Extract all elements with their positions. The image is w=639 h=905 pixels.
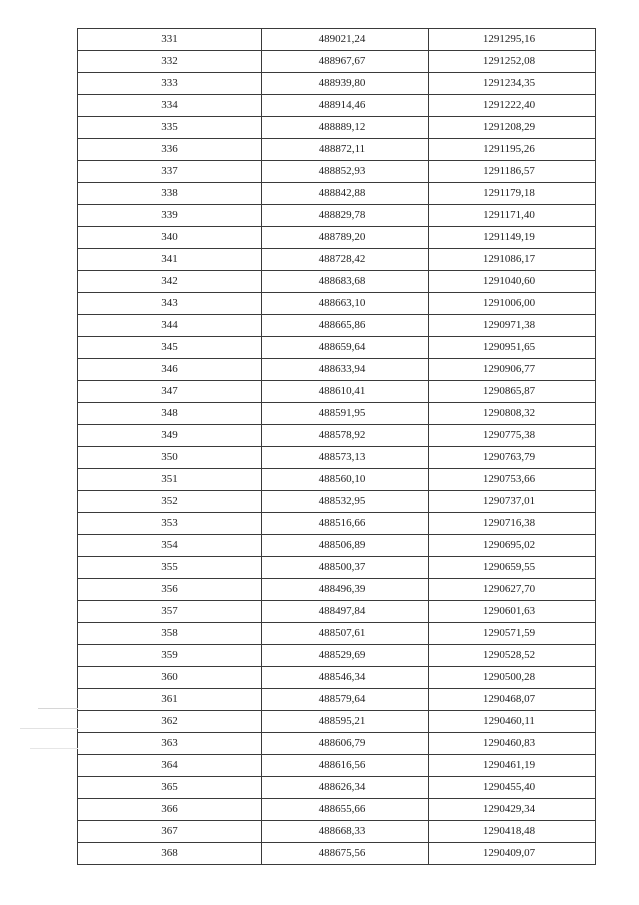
x-coordinate-cell: 488663,10	[262, 293, 429, 315]
table-row	[78, 337, 596, 359]
y-coordinate-cell: 1290659,55	[429, 557, 596, 579]
point-number-cell: 343	[78, 293, 262, 315]
table-row	[78, 447, 596, 469]
point-number-cell: 360	[78, 667, 262, 689]
table-row	[78, 139, 596, 161]
x-coordinate-cell: 488500,37	[262, 557, 429, 579]
point-number-cell: 358	[78, 623, 262, 645]
point-number-cell: 341	[78, 249, 262, 271]
y-coordinate-cell: 1290409,07	[429, 843, 596, 865]
x-coordinate-cell: 488659,64	[262, 337, 429, 359]
x-coordinate-cell: 488683,68	[262, 271, 429, 293]
y-coordinate-cell: 1291195,26	[429, 139, 596, 161]
table-row	[78, 579, 596, 601]
y-coordinate-cell: 1291208,29	[429, 117, 596, 139]
point-number-cell: 332	[78, 51, 262, 73]
x-coordinate-cell: 488606,79	[262, 733, 429, 755]
table-row	[78, 799, 596, 821]
table-row	[78, 469, 596, 491]
y-coordinate-cell: 1291171,40	[429, 205, 596, 227]
x-coordinate-cell: 488506,89	[262, 535, 429, 557]
y-coordinate-cell: 1290971,38	[429, 315, 596, 337]
table-row	[78, 205, 596, 227]
point-number-cell: 367	[78, 821, 262, 843]
point-number-cell: 363	[78, 733, 262, 755]
y-coordinate-cell: 1291295,16	[429, 29, 596, 51]
coordinates-table-body	[78, 29, 596, 865]
y-coordinate-cell: 1290418,48	[429, 821, 596, 843]
point-number-cell: 347	[78, 381, 262, 403]
table-row	[78, 557, 596, 579]
table-row	[78, 425, 596, 447]
y-coordinate-cell: 1290906,77	[429, 359, 596, 381]
x-coordinate-cell: 488616,56	[262, 755, 429, 777]
y-coordinate-cell: 1291179,18	[429, 183, 596, 205]
table-row	[78, 95, 596, 117]
table-row	[78, 315, 596, 337]
y-coordinate-cell: 1290716,38	[429, 513, 596, 535]
point-number-cell: 340	[78, 227, 262, 249]
table-row	[78, 755, 596, 777]
scan-artifact	[20, 728, 78, 729]
point-number-cell: 357	[78, 601, 262, 623]
point-number-cell: 339	[78, 205, 262, 227]
x-coordinate-cell: 488889,12	[262, 117, 429, 139]
x-coordinate-cell: 488496,39	[262, 579, 429, 601]
x-coordinate-cell: 488914,46	[262, 95, 429, 117]
x-coordinate-cell: 488573,13	[262, 447, 429, 469]
point-number-cell: 352	[78, 491, 262, 513]
x-coordinate-cell: 488665,86	[262, 315, 429, 337]
table-row	[78, 403, 596, 425]
x-coordinate-cell: 488626,34	[262, 777, 429, 799]
x-coordinate-cell: 488516,66	[262, 513, 429, 535]
coordinates-table-container	[77, 28, 595, 865]
y-coordinate-cell: 1290627,70	[429, 579, 596, 601]
x-coordinate-cell: 488852,93	[262, 161, 429, 183]
x-coordinate-cell: 488829,78	[262, 205, 429, 227]
table-row	[78, 733, 596, 755]
x-coordinate-cell: 488610,41	[262, 381, 429, 403]
x-coordinate-cell: 488595,21	[262, 711, 429, 733]
table-row	[78, 249, 596, 271]
y-coordinate-cell: 1290460,83	[429, 733, 596, 755]
point-number-cell: 364	[78, 755, 262, 777]
x-coordinate-cell: 488529,69	[262, 645, 429, 667]
point-number-cell: 359	[78, 645, 262, 667]
point-number-cell: 366	[78, 799, 262, 821]
table-row	[78, 777, 596, 799]
table-row	[78, 843, 596, 865]
table-row	[78, 271, 596, 293]
point-number-cell: 346	[78, 359, 262, 381]
point-number-cell: 354	[78, 535, 262, 557]
point-number-cell: 361	[78, 689, 262, 711]
y-coordinate-cell: 1291149,19	[429, 227, 596, 249]
x-coordinate-cell: 488967,67	[262, 51, 429, 73]
table-row	[78, 601, 596, 623]
table-row	[78, 623, 596, 645]
y-coordinate-cell: 1291234,35	[429, 73, 596, 95]
point-number-cell: 335	[78, 117, 262, 139]
y-coordinate-cell: 1291252,08	[429, 51, 596, 73]
table-row	[78, 491, 596, 513]
y-coordinate-cell: 1290601,63	[429, 601, 596, 623]
y-coordinate-cell: 1290753,66	[429, 469, 596, 491]
point-number-cell: 356	[78, 579, 262, 601]
table-row	[78, 161, 596, 183]
point-number-cell: 336	[78, 139, 262, 161]
x-coordinate-cell: 488560,10	[262, 469, 429, 491]
x-coordinate-cell: 488546,34	[262, 667, 429, 689]
point-number-cell: 334	[78, 95, 262, 117]
y-coordinate-cell: 1290455,40	[429, 777, 596, 799]
y-coordinate-cell: 1290468,07	[429, 689, 596, 711]
scan-artifact	[30, 748, 78, 749]
y-coordinate-cell: 1290429,34	[429, 799, 596, 821]
table-row	[78, 645, 596, 667]
point-number-cell: 345	[78, 337, 262, 359]
table-row	[78, 51, 596, 73]
table-row	[78, 821, 596, 843]
x-coordinate-cell: 488939,80	[262, 73, 429, 95]
x-coordinate-cell: 488655,66	[262, 799, 429, 821]
y-coordinate-cell: 1290865,87	[429, 381, 596, 403]
point-number-cell: 351	[78, 469, 262, 491]
point-number-cell: 342	[78, 271, 262, 293]
x-coordinate-cell: 488789,20	[262, 227, 429, 249]
x-coordinate-cell: 488578,92	[262, 425, 429, 447]
y-coordinate-cell: 1290737,01	[429, 491, 596, 513]
x-coordinate-cell: 488668,33	[262, 821, 429, 843]
scan-artifact	[38, 708, 78, 709]
y-coordinate-cell: 1290951,65	[429, 337, 596, 359]
y-coordinate-cell: 1290775,38	[429, 425, 596, 447]
y-coordinate-cell: 1290460,11	[429, 711, 596, 733]
y-coordinate-cell: 1290500,28	[429, 667, 596, 689]
x-coordinate-cell: 488842,88	[262, 183, 429, 205]
x-coordinate-cell: 488532,95	[262, 491, 429, 513]
point-number-cell: 331	[78, 29, 262, 51]
point-number-cell: 333	[78, 73, 262, 95]
table-row	[78, 227, 596, 249]
x-coordinate-cell: 488872,11	[262, 139, 429, 161]
point-number-cell: 353	[78, 513, 262, 535]
coordinates-table	[77, 28, 596, 865]
y-coordinate-cell: 1291086,17	[429, 249, 596, 271]
point-number-cell: 350	[78, 447, 262, 469]
table-row	[78, 293, 596, 315]
table-row	[78, 535, 596, 557]
y-coordinate-cell: 1290808,32	[429, 403, 596, 425]
point-number-cell: 337	[78, 161, 262, 183]
table-row	[78, 29, 596, 51]
x-coordinate-cell: 488497,84	[262, 601, 429, 623]
table-row	[78, 711, 596, 733]
x-coordinate-cell: 488633,94	[262, 359, 429, 381]
point-number-cell: 348	[78, 403, 262, 425]
point-number-cell: 362	[78, 711, 262, 733]
x-coordinate-cell: 488591,95	[262, 403, 429, 425]
y-coordinate-cell: 1290461,19	[429, 755, 596, 777]
y-coordinate-cell: 1291222,40	[429, 95, 596, 117]
point-number-cell: 355	[78, 557, 262, 579]
table-row	[78, 667, 596, 689]
y-coordinate-cell: 1290528,52	[429, 645, 596, 667]
point-number-cell: 338	[78, 183, 262, 205]
point-number-cell: 368	[78, 843, 262, 865]
table-row	[78, 513, 596, 535]
y-coordinate-cell: 1291040,60	[429, 271, 596, 293]
y-coordinate-cell: 1290695,02	[429, 535, 596, 557]
table-row	[78, 73, 596, 95]
table-row	[78, 117, 596, 139]
table-row	[78, 381, 596, 403]
x-coordinate-cell: 488507,61	[262, 623, 429, 645]
x-coordinate-cell: 489021,24	[262, 29, 429, 51]
point-number-cell: 349	[78, 425, 262, 447]
y-coordinate-cell: 1291006,00	[429, 293, 596, 315]
table-row	[78, 359, 596, 381]
y-coordinate-cell: 1290571,59	[429, 623, 596, 645]
table-row	[78, 689, 596, 711]
y-coordinate-cell: 1291186,57	[429, 161, 596, 183]
point-number-cell: 365	[78, 777, 262, 799]
x-coordinate-cell: 488579,64	[262, 689, 429, 711]
x-coordinate-cell: 488728,42	[262, 249, 429, 271]
point-number-cell: 344	[78, 315, 262, 337]
table-row	[78, 183, 596, 205]
y-coordinate-cell: 1290763,79	[429, 447, 596, 469]
x-coordinate-cell: 488675,56	[262, 843, 429, 865]
